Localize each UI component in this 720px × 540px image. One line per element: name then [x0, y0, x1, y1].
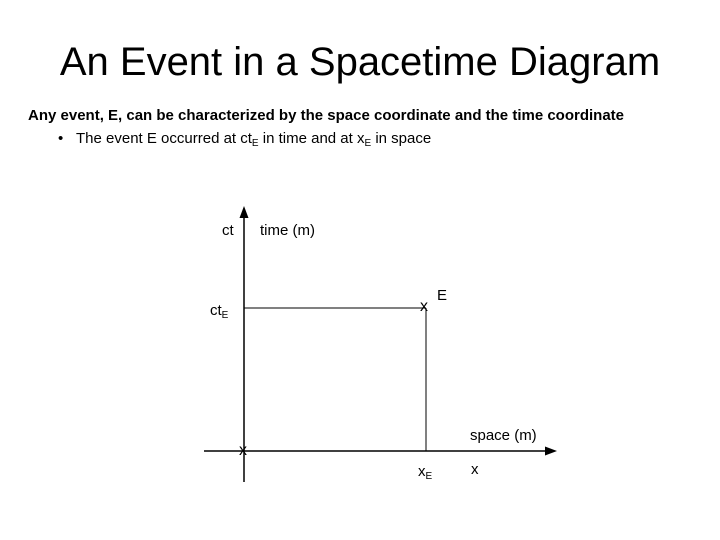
- bullet-text-part1: The event E occurred at ct: [76, 130, 252, 147]
- x-event-sub: E: [425, 471, 433, 482]
- ct-axis-arrowhead: [240, 206, 249, 218]
- event-label: E: [437, 287, 448, 304]
- bullet-text-part3: in space: [371, 130, 432, 147]
- x-axis-arrowhead: [545, 447, 557, 456]
- space-axis-label: space (m): [470, 427, 537, 444]
- lead-text: Any event, E, can be characterized by the space coordinate and the time coordinate: [28, 107, 625, 124]
- slide-title: An Event in a Spacetime Diagram: [59, 40, 661, 84]
- time-axis-label: time (m): [260, 222, 315, 239]
- ct-event-label: [210, 302, 229, 321]
- ct-event-text: ct: [210, 302, 222, 319]
- bullet-text-part2: in time and at x: [258, 130, 365, 147]
- x-event-label: [418, 463, 433, 482]
- origin-marker: x: [239, 442, 247, 459]
- x-axis-label: x: [471, 461, 479, 478]
- ct-event-sub: E: [221, 310, 229, 321]
- x-event-text: x: [418, 463, 426, 480]
- event-marker: x: [420, 298, 428, 315]
- bullet-sub-ct: E: [251, 138, 259, 149]
- ct-axis-label: ct: [222, 222, 234, 239]
- bullet-sub-x: E: [364, 138, 372, 149]
- bullet-dot-icon: •: [58, 130, 64, 147]
